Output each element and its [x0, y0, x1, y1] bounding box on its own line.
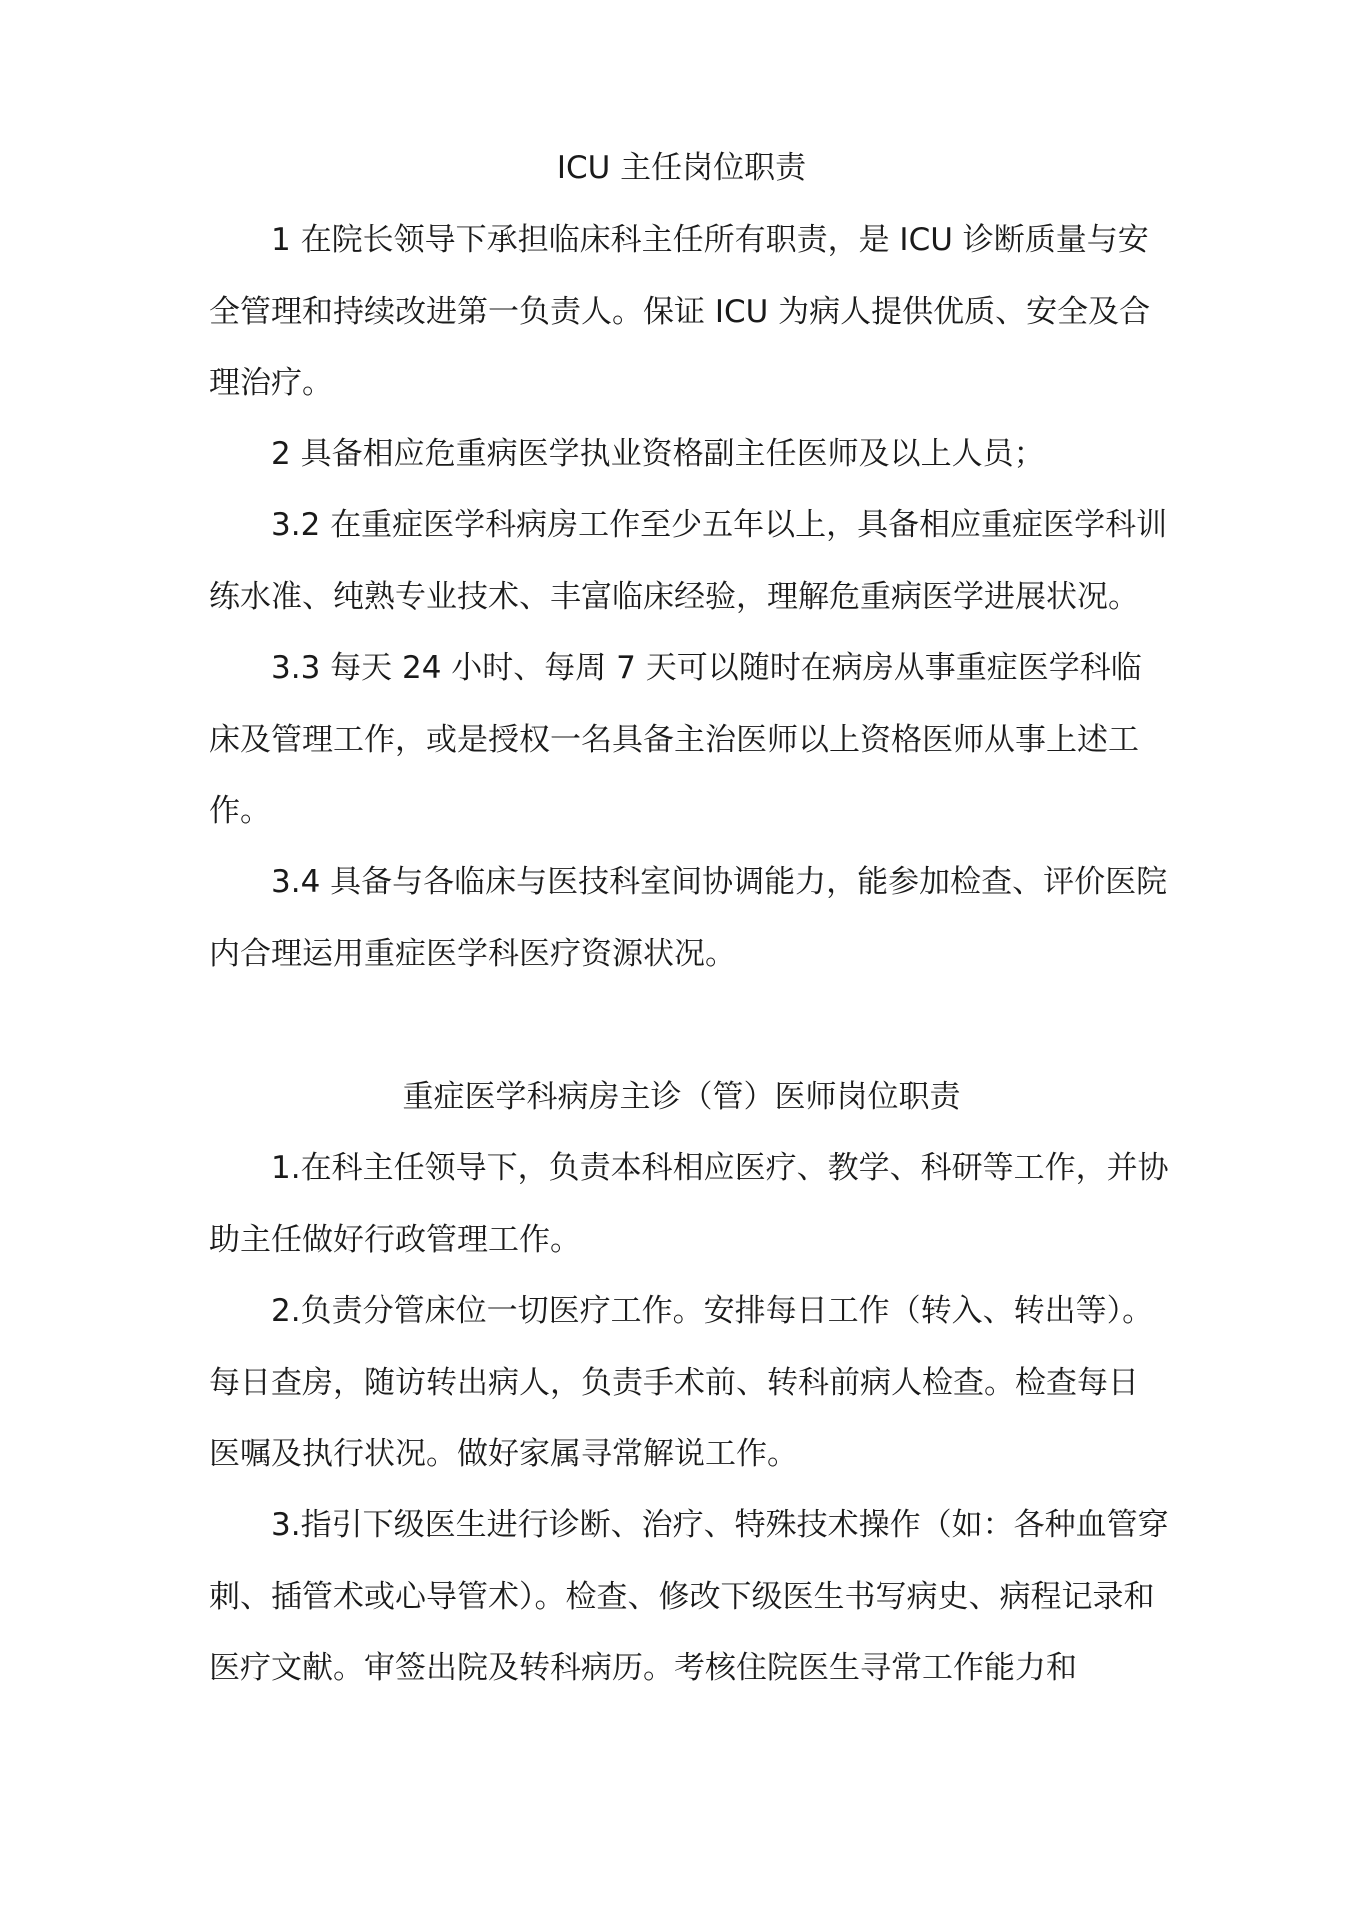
paragraph-icu-3-4: 3.4 具备与各临床与医技科室间协调能力，能参加检查、评价医院内合理运用重症医学科医疗资源状况。 [209, 864, 1168, 972]
section-title-attending-physician: 重症医学科病房主诊（管）医师岗位职责 [402, 1079, 961, 1115]
paragraph-physician-2: 2.负责分管床位一切医疗工作。安排每日工作（转入、转出等）。每日查房，随访转出病人，负责手术前、转科前病人检查。检查每日医嘱及执行状况。做好家属寻常解说工作。 [209, 1293, 1154, 1472]
section-title-icu-director: ICU 主任岗位职责 [556, 150, 807, 186]
paragraph-icu-3-3: 3.3 每天 24 小时、每周 7 天可以随时在病房从事重症医学科临床及管理工作，或是授权一名具备主治医师以上资格医师从事上述工作。 [209, 650, 1142, 829]
paragraph-icu-2: 2 具备相应危重病医学执业资格副主任医师及以上人员； [271, 436, 1045, 472]
paragraph-icu-1: 1 在院长领导下承担临床科主任所有职责，是 ICU 诊断质量与安全管理和持续改进第一负责人。保证 ICU 为病人提供优质、安全及合理治疗。 [209, 222, 1151, 401]
paragraph-icu-3-2: 3.2 在重症医学科病房工作至少五年以上，具备相应重症医学科训练水准、纯熟专业技术、丰富临床经验，理解危重病医学进展状况。 [209, 507, 1168, 615]
paragraph-physician-1: 1.在科主任领导下，负责本科相应医疗、教学、科研等工作，并协助主任做好行政管理工作。 [209, 1150, 1169, 1258]
paragraph-physician-3: 3.指引下级医生进行诊断、治疗、特殊技术操作（如：各种血管穿刺、插管术或心导管术）。检查、修改下级医生书写病史、病程记录和医疗文献。审签出院及转科病历。考核住院医生寻常工作能力和 [209, 1507, 1169, 1686]
